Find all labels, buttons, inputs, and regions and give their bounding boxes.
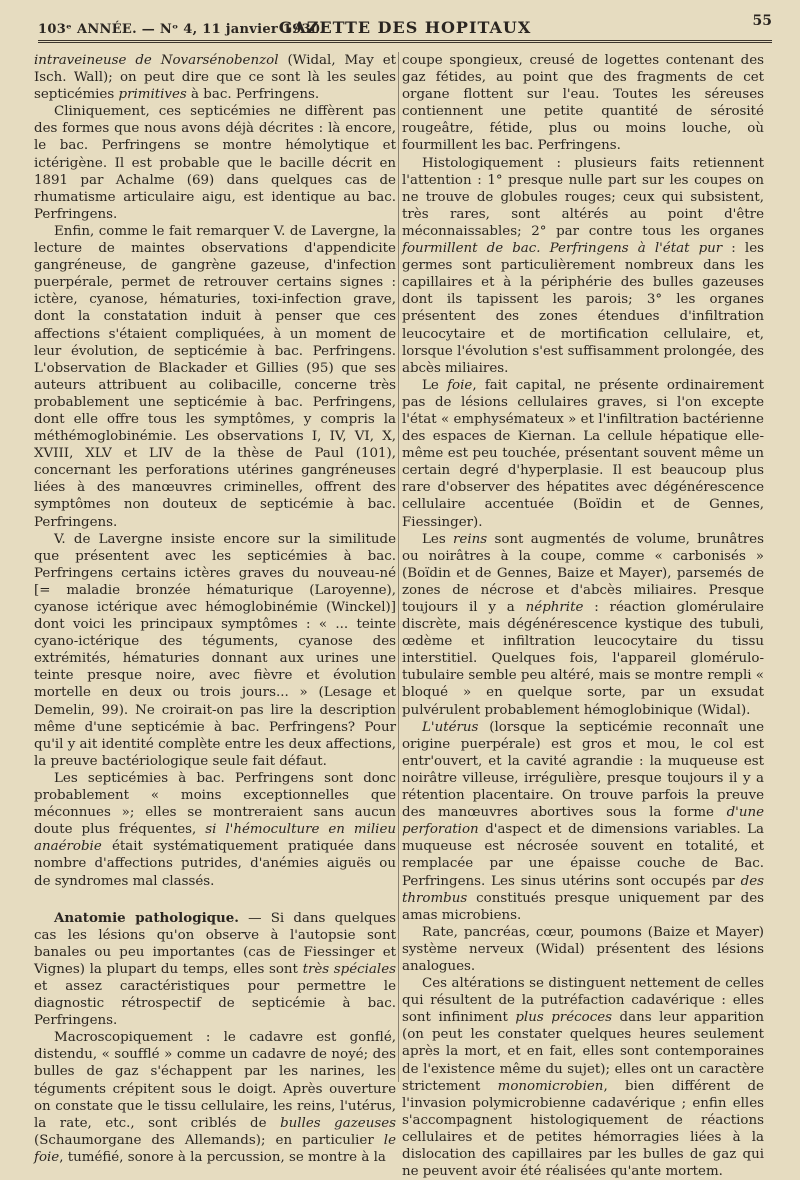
- text-run: Ces altérations se distinguent nettement de celles qui résultent de la putréfaction cadavérique : elles sont infiniment: [402, 976, 764, 1026]
- text-run: (Widal, May et Isch. Wall); on peut dire que ce sont là les seules septicémies: [34, 53, 397, 103]
- text-run: à bac. Perfringens.: [186, 87, 320, 103]
- italic-text: foie: [447, 377, 473, 393]
- paragraph: [402, 155, 764, 377]
- text-run: , fait capital, ne présente ordinairement pas de lésions cellulaires graves, si l'on excepte l'état « emphysémateux » et l'infiltration bactérienne des espaces de Kiernan. La cellule hépatique elle-même est peu touchée, présentant souvent même un certain degré d'hyperplasie. Il est beaucoup plus rare d'observer des hépatites avec dégénérescence cellulaire accentuée (Boïdin et de Gennes, Fiessinger).: [402, 377, 765, 530]
- text-run: Les: [422, 531, 454, 547]
- text-run: était systématiquement pratiquée dans nombre d'affections putrides, d'anémies aiguës ou de syndromes mal classés.: [34, 839, 396, 889]
- text-run: Cliniquement, ces septicémies ne diffèrent pas des formes que nous avons déjà décrites : là encore, le bac. Perfringens se montre hémolytique et ictérigène. Il est probable que le bacille décrit en 1891 par Achalme (69) dans quelques cas de rhumatisme articulaire aigu, est identique au bac. Perfringens.: [34, 104, 396, 222]
- paragraph: [402, 975, 764, 1180]
- text-run: : les germes sont particulièrement nombreux dans les capillaires et à la périphérie des bulles gazeuses dont ils tapissent les parois; 3° les organes présentent des zones étendues d'infiltration leucocytaire et de mortification cellulaire, et, lorsque l'évolution s'est suffisamment prolongée, des abcès miliaires.: [402, 241, 764, 376]
- text-run: Enfin, comme le fait remarquer V. de Lavergne, la lecture de maintes observations d'appendicite gangréneuse, de gangrène gazeuse, d'infection puerpérale, permet de retrouver certains signes : ictère, cyanose, hématuries, toxi-infection grave, dont la constatation induit à penser que ces affections s'étaient compliquées, à un moment de leur évolution, de septicémie à bac. Perfringens. L'observation de Blackader et Gillies (95) que ses auteurs attribuent au colibacille, concerne très probablement une septicémie à bac. Perfringens, dont elle offre tous les symptômes, y compris la méthémoglobinémie. Les observations I, IV, VI, X, XVIII, XLV et LIV de la thèse de Paul (101), concernant les perforations utérines gangréneuses liées à des manœuvres criminelles, offrent des symptômes non douteux de septicémie à bac. Perfringens.: [34, 223, 396, 530]
- text-run: constitués presque uniquement par des amas microbiens.: [402, 890, 764, 923]
- italic-text: néphrite: [525, 600, 584, 615]
- italic-text: fourmillent de bac. Perfringens à l'état pur: [402, 241, 723, 257]
- paragraph: [402, 924, 764, 975]
- page-number: 55: [752, 13, 772, 29]
- text-run: sont augmentés de volume, brunâtres ou noirâtres à la coupe, comme « carbonisés » (Boïdin et de Gennes, Baize et Mayer), parsemés de zones de nécrose et d'abcès miliaires. Presque toujours il y a: [402, 531, 764, 615]
- text-run: (lorsque la septicémie reconnaît une origine puerpérale) est gros et mou, le col est entr'ouvert, et la cavité agrandie : la muqueuse est noirâtre villeuse, irrégulière, presque toujours il y a rétention placentaire. On trouve parfois la preuve des manœuvres abortives sous la forme: [402, 719, 764, 821]
- text-run: — Si dans quelques cas les lésions qu'on observe à l'autopsie sont banales ou peu importantes (cas de Fiessinger et Vignes) la plupart du temps, elles sont: [34, 910, 396, 977]
- text-run: Les septicémies à bac. Perfringens sont donc probablement « moins exceptionnelles que méconnues »; elles se montreraient sans aucun doute plus fréquentes,: [34, 770, 396, 838]
- text-run: et assez caractéristiques pour permettre le diagnostic rétrospectif de septicémie à bac. Perfringens.: [34, 978, 396, 1029]
- paragraph: [34, 770, 396, 890]
- text-run: Histologiquement : plusieurs faits retiennent l'attention : 1° presque nulle part sur les coupes on ne trouve de globules rouges; ceux qui subsistent, très rares, sont altérés au point d'être méconnaissables; 2° par contre tous les organes: [402, 155, 764, 239]
- right-column: [402, 52, 764, 1180]
- text-run: , bien différent de l'invasion polymicrobienne cadavérique ; enfin elles s'accompagnent histologiquement de réactions cellulaires et de petites hémorragies liées à la dislocation des capillaires par les bulles de gaz qui ne peuvent avoir été réalisées qu'ante mortem.: [402, 1078, 764, 1180]
- italic-text: des thrombus: [402, 873, 764, 906]
- text-run: , tuméfié, sonore à la percussion, se montre à la: [59, 1149, 386, 1165]
- paragraph: [34, 103, 396, 223]
- text-run: dans leur apparition (on peut les constater quelques heures seulement après la mort, et en fait, elles sont contemporaines de l'existence même du sujet); elles ont un caractère strictement: [402, 1010, 764, 1094]
- paragraph: [402, 719, 764, 924]
- text-run: Rate, pancréas, cœur, poumons (Baize et Mayer) système nerveux (Widal) présentent des lésions analogues.: [402, 924, 764, 974]
- italic-text: intraveineuse de Novarsénobenzol: [34, 53, 279, 68]
- italic-text: très spéciales: [302, 961, 396, 977]
- paragraph: [34, 223, 396, 531]
- paragraph: [34, 52, 396, 103]
- text-run: coupe spongieux, creusé de logettes contenant des gaz fétides, au point que des fragments de cet organe flottent sur l'eau. Toutes les séreuses contiennent une petite quantité de sérosité rougeâtre, fétide, plus ou moins louche, où fourmillent les bac. Perfringens.: [402, 53, 764, 154]
- text-run: (Schaumorgane des Allemands); en particulier: [34, 1132, 384, 1148]
- journal-title: GAZETTE DES HOPITAUX: [278, 18, 532, 37]
- italic-text: L'utérus: [422, 719, 479, 735]
- italic-text: reins: [453, 531, 488, 547]
- italic-text: bulles gazeuses: [280, 1115, 396, 1131]
- column-divider: [398, 52, 399, 1082]
- section-heading: Anatomie pathologique.: [54, 909, 239, 926]
- italic-text: plus précoces: [515, 1010, 612, 1026]
- text-run: Le: [422, 377, 448, 393]
- page-header: [38, 10, 772, 43]
- text-run: : réaction glomérulaire discrète, mais dégénérescence kystique des tubuli, œdème et infiltration leucocytaire du tissu interstitiel. Quelques fois, l'appareil glomérulo-tubulaire semble peu altéré, mais se montre rempli « bloqué » en quelque sorte, par un exsudat pulvérulent probablement hémoglobinique (Widal).: [402, 600, 764, 718]
- italic-text: si l'hémoculture en milieu anaérobie: [34, 822, 396, 855]
- section-text: [34, 911, 396, 1029]
- text-run: Macroscopiquement : le cadavre est gonflé, distendu, « soufflé » comme un cadavre de noyé; des bulles de gaz s'échappent par les narines, les téguments crépitent sous le doigt. Après ouverture on constate que le tissu cellulaire, les reins, l'utérus, la rate, etc., sont criblés de: [34, 1030, 396, 1131]
- paragraph: [402, 52, 764, 155]
- left-column: [34, 52, 396, 1166]
- paragraph: [402, 377, 764, 531]
- paragraph: [34, 1029, 396, 1166]
- issue-info: 103ᵉ ANNÉE. — Nᵒ 4, 11 janvier 1930.: [38, 22, 326, 37]
- text-run: d'aspect et de dimensions variables. La muqueuse est nécrosée souvent en totalité, et remplacée par une épaisse couche de Bac. Perfringens. Les sinus utérins sont occupés par: [402, 822, 764, 889]
- italic-text: le foie: [34, 1132, 396, 1165]
- section-paragraph: [34, 910, 396, 1030]
- italic-text: d'une perforation: [402, 805, 764, 838]
- text-run: V. de Lavergne insiste encore sur la similitude que présentent avec les septicémies à bac. Perfringens certains ictères graves du nouveau-né [= maladie bronzée hématurique (Laroyenne), cyanose ictérique avec hémoglobinémie (Winckel)] dont voici les principaux symptômes : « ... teinte cyano-ictérique des téguments, cyanose des extrémités, hématuries donnant aux urines une teinte presque noire, avec fièvre et évolution mortelle en deux ou trois jours... » (Lesage et Demelin, 99). Ne croirait-on pas lire la description même d'une septicémie à bac. Perfringens? Pour qu'il y ait identité complète entre les deux affections, la preuve bactériologique seule fait défaut.: [34, 531, 396, 769]
- paragraph: [34, 531, 396, 770]
- paragraph: [402, 531, 764, 719]
- italic-text: primitives: [118, 87, 187, 103]
- italic-text: monomicrobien: [497, 1078, 604, 1094]
